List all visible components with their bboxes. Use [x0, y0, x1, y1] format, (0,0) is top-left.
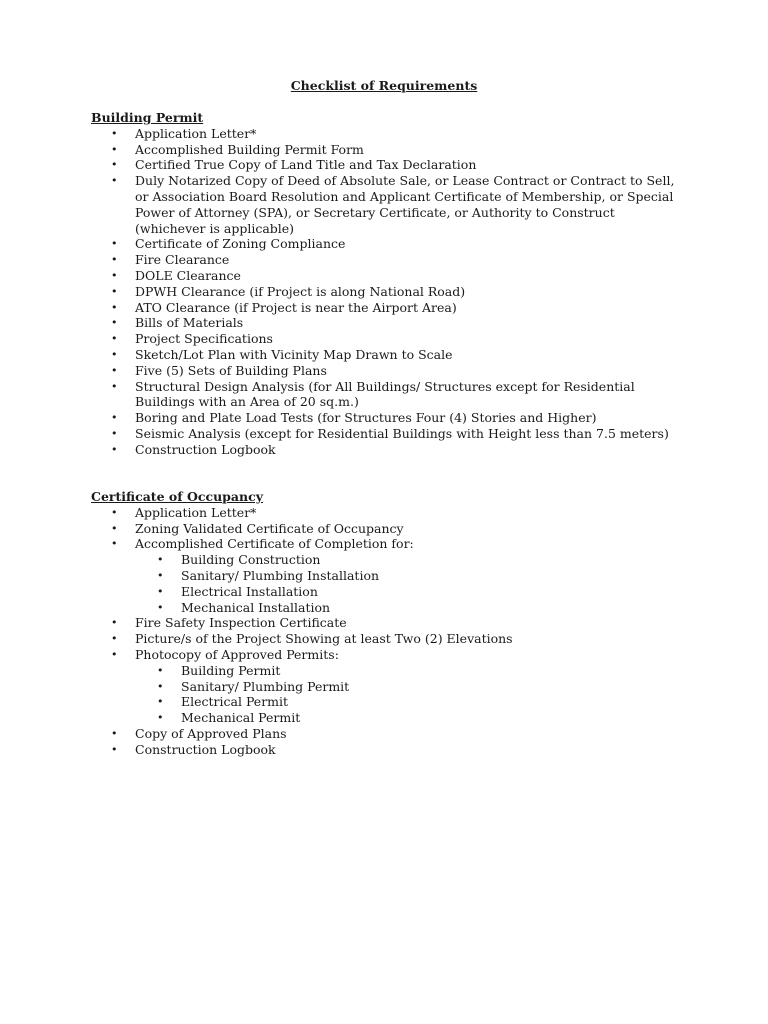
list-item: • Certified True Copy of Land Title and Tax Declaration: [91, 157, 677, 173]
list-item: • DPWH Clearance (if Project is along National Road): [91, 284, 677, 300]
list-item: • Project Specifications: [91, 331, 677, 347]
sublist-item: • Mechanical Permit: [135, 710, 677, 726]
list-item: • ATO Clearance (if Project is near the Airport Area): [91, 300, 677, 316]
list-item: • Accomplished Building Permit Form: [91, 142, 677, 158]
list-item: • Fire Safety Inspection Certificate: [91, 615, 677, 631]
sublist-item: • Sanitary/ Plumbing Permit: [135, 679, 677, 695]
certificate-of-occupancy-section: [91, 489, 691, 758]
list-item: • Construction Logbook: [91, 742, 677, 758]
list-item: • Five (5) Sets of Building Plans: [91, 363, 677, 379]
list-item-label: Accomplished Certificate of Completion for:: [135, 536, 414, 552]
occupancy-list: [91, 505, 691, 758]
list-item-with-subitems: [91, 647, 677, 726]
sublist-item: • Building Permit: [135, 663, 677, 679]
list-item: • Picture/s of the Project Showing at least Two (2) Elevations: [91, 631, 677, 647]
list-item: • Zoning Validated Certificate of Occupancy: [91, 521, 677, 537]
list-item-with-subitems: [91, 536, 677, 615]
list-item-label: Photocopy of Approved Permits:: [135, 646, 339, 662]
list-item: • Copy of Approved Plans: [91, 726, 677, 742]
section-heading: Certificate of Occupancy: [91, 489, 263, 504]
list-item: • Structural Design Analysis (for All Buildings/ Structures except for Residential Buildings with an Area of 20 sq.m.): [91, 379, 677, 411]
list-item: • Certificate of Zoning Compliance: [91, 236, 677, 252]
sublist-item: • Electrical Installation: [135, 584, 677, 600]
list-item: • Seismic Analysis (except for Residential Buildings with Height less than 7.5 meters): [91, 426, 677, 442]
sublist-item: • Building Construction: [135, 552, 677, 568]
permits-sublist: [135, 663, 677, 726]
list-item: • Application Letter*: [91, 505, 677, 521]
list-item: • Duly Notarized Copy of Deed of Absolute Sale, or Lease Contract or Contract to Sell, or Association Board Resolution and Applicant Certificate of Membership, or Special Power of Attorney (SPA), or Secretary Certificate, or Authority to Construct (whichever is applicable): [91, 173, 677, 236]
building-permit-section: [91, 110, 691, 458]
section-heading: Building Permit: [91, 110, 204, 125]
list-item: • Boring and Plate Load Tests (for Structures Four (4) Stories and Higher): [91, 410, 677, 426]
sublist-item: • Sanitary/ Plumbing Installation: [135, 568, 677, 584]
list-item: • Sketch/Lot Plan with Vicinity Map Drawn to Scale: [91, 347, 677, 363]
list-item: • DOLE Clearance: [91, 268, 677, 284]
list-item: • Construction Logbook: [91, 442, 677, 458]
list-item: • Bills of Materials: [91, 315, 677, 331]
completion-sublist: [135, 552, 677, 615]
list-item: • Application Letter*: [91, 126, 677, 142]
sublist-item: • Electrical Permit: [135, 694, 677, 710]
sublist-item: • Mechanical Installation: [135, 600, 677, 616]
building-permit-list: [91, 126, 691, 458]
page-title: Checklist of Requirements: [290, 78, 478, 93]
list-item: • Fire Clearance: [91, 252, 677, 268]
